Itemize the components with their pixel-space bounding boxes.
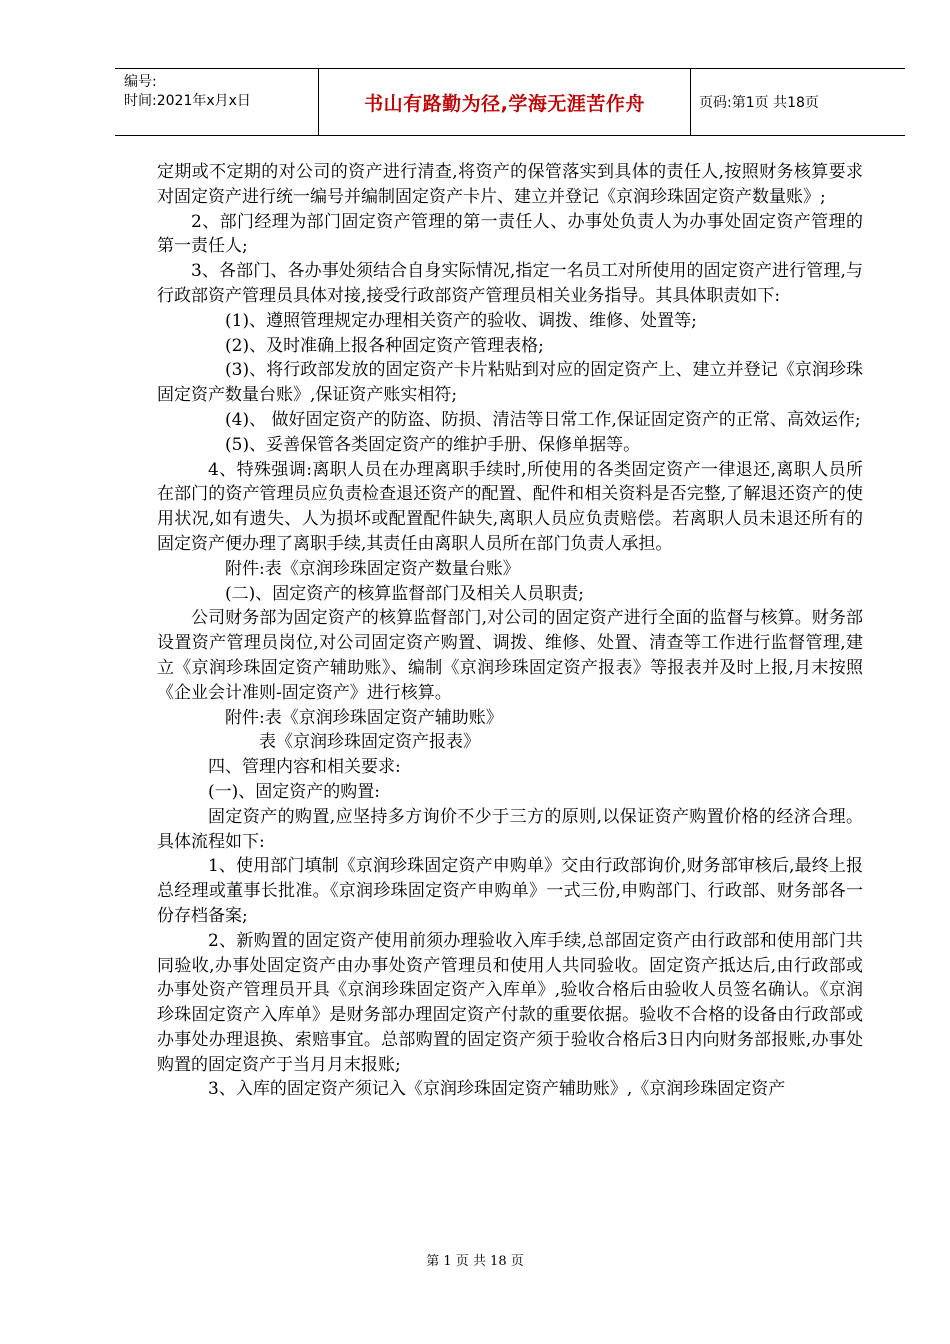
subsection-heading: (一)、固定资产的购置:: [208, 781, 380, 802]
paragraph: 附件:表《京润珍珠固定资产数量台账》: [225, 558, 520, 579]
paragraph: 2、部门经理为部门固定资产管理的第一责任人、办事处负责人为办事处固定资产管理的第一责任人;: [157, 211, 863, 257]
document-number-label: 编号:: [124, 74, 157, 90]
document-time-label: 时间:2021年x月x日: [124, 93, 251, 109]
paragraph: (二)、固定资产的核算监督部门及相关人员职责;: [225, 583, 584, 604]
paragraph: 3、各部门、各办事处须结合自身实际情况,指定一名员工对所使用的固定资产进行管理,与行政部资产管理员具体对接,接受行政部资产管理员相关业务指导。其具体职责如下:: [157, 261, 863, 306]
paragraph: 表《京润珍珠固定资产报表》: [259, 732, 480, 753]
paragraph: 4、特殊强调:离职人员在办理离职手续时,所使用的各类固定资产一律退还,离职人员所在部门的资产管理员应负责检查退还资产的配置、配件和相关资料是否完整,了解退还资产的使用状况,如有遗失、人为损坏或配置配件缺失,离职人员应负责赔偿。若离职人员未退还所有的固定资产便办理了离职手续,其责任由离职人员所在部门负责人承担。: [157, 459, 863, 554]
paragraph: 附件:表《京润珍珠固定资产辅助账》: [225, 707, 503, 728]
paragraph: 3、入库的固定资产须记入《京润珍珠固定资产辅助账》,《京润珍珠固定资产: [208, 1079, 786, 1100]
page-header: [115, 68, 905, 136]
paragraph: 2、新购置的固定资产使用前须办理验收入库手续,总部固定资产由行政部和使用部门共同验收,办事处固定资产由办事处资产管理员和使用人共同验收。固定资产抵达后,由行政部或办事处资产管理员开具《京润珍珠固定资产入库单》,验收合格后由验收人员签名确认。《京润珍珠固定资产入库单》是财务部办理固定资产付款的重要依据。验收不合格的设备由行政部或办事处办理退换、索赔事宜。总部购置的固定资产须于验收合格后3日内向财务部报账,办事处购置的固定资产于当月月末报账;: [157, 930, 863, 1075]
paragraph: 固定资产的购置,应坚持多方询价不少于三方的原则,以保证资产购置价格的经济合理。具体流程如下:: [157, 806, 863, 852]
paragraph: 定期或不定期的对公司的资产进行清查,将资产的保管落实到具体的责任人,按照财务核算要求对固定资产进行统一编号并编制固定资产卡片、建立并登记《京润珍珠固定资产数量账》;: [157, 162, 863, 207]
paragraph: (4)、 做好固定资产的防盗、防损、清洁等日常工作,保证固定资产的正常、高效运作;: [225, 409, 861, 430]
paragraph: (3)、将行政部发放的固定资产卡片粘贴到对应的固定资产上、建立并登记《京润珍珠固定资产数量台账》,保证资产账实相符;: [157, 360, 863, 406]
paragraph: 1、使用部门填制《京润珍珠固定资产申购单》交由行政部询价,财务部审核后,最终上报总经理或董事长批准。《京润珍珠固定资产申购单》一式三份,申购部门、行政部、财务部各一份存档备案;: [157, 856, 863, 926]
header-page-label: 页码:第1页 共18页: [699, 95, 819, 111]
paragraph: (5)、妥善保管各类固定资产的维护手册、保修单据等。: [225, 434, 641, 455]
section-heading: 四、管理内容和相关要求:: [208, 757, 401, 778]
paragraph: 公司财务部为固定资产的核算监督部门,对公司的固定资产进行全面的监督与核算。财务部设置资产管理员岗位,对公司固定资产购置、调拨、维修、处置、清查等工作进行监督管理,建立《京润珍珠固定资产辅助账》、编制《京润珍珠固定资产报表》等报表并及时上报,月末按照《企业会计准则-固定资产》进行核算。: [157, 608, 863, 703]
paragraph: (2)、及时准确上报各种固定资产管理表格;: [225, 335, 544, 356]
page-footer: 第 1 页 共 18 页: [426, 1254, 524, 1269]
paragraph: (1)、遵照管理规定办理相关资产的验收、调拨、维修、处置等;: [225, 310, 697, 331]
header-motto: 书山有路勤为径,学海无涯苦作舟: [319, 69, 691, 135]
document-body: [157, 160, 863, 1102]
header-meta: [115, 69, 319, 135]
